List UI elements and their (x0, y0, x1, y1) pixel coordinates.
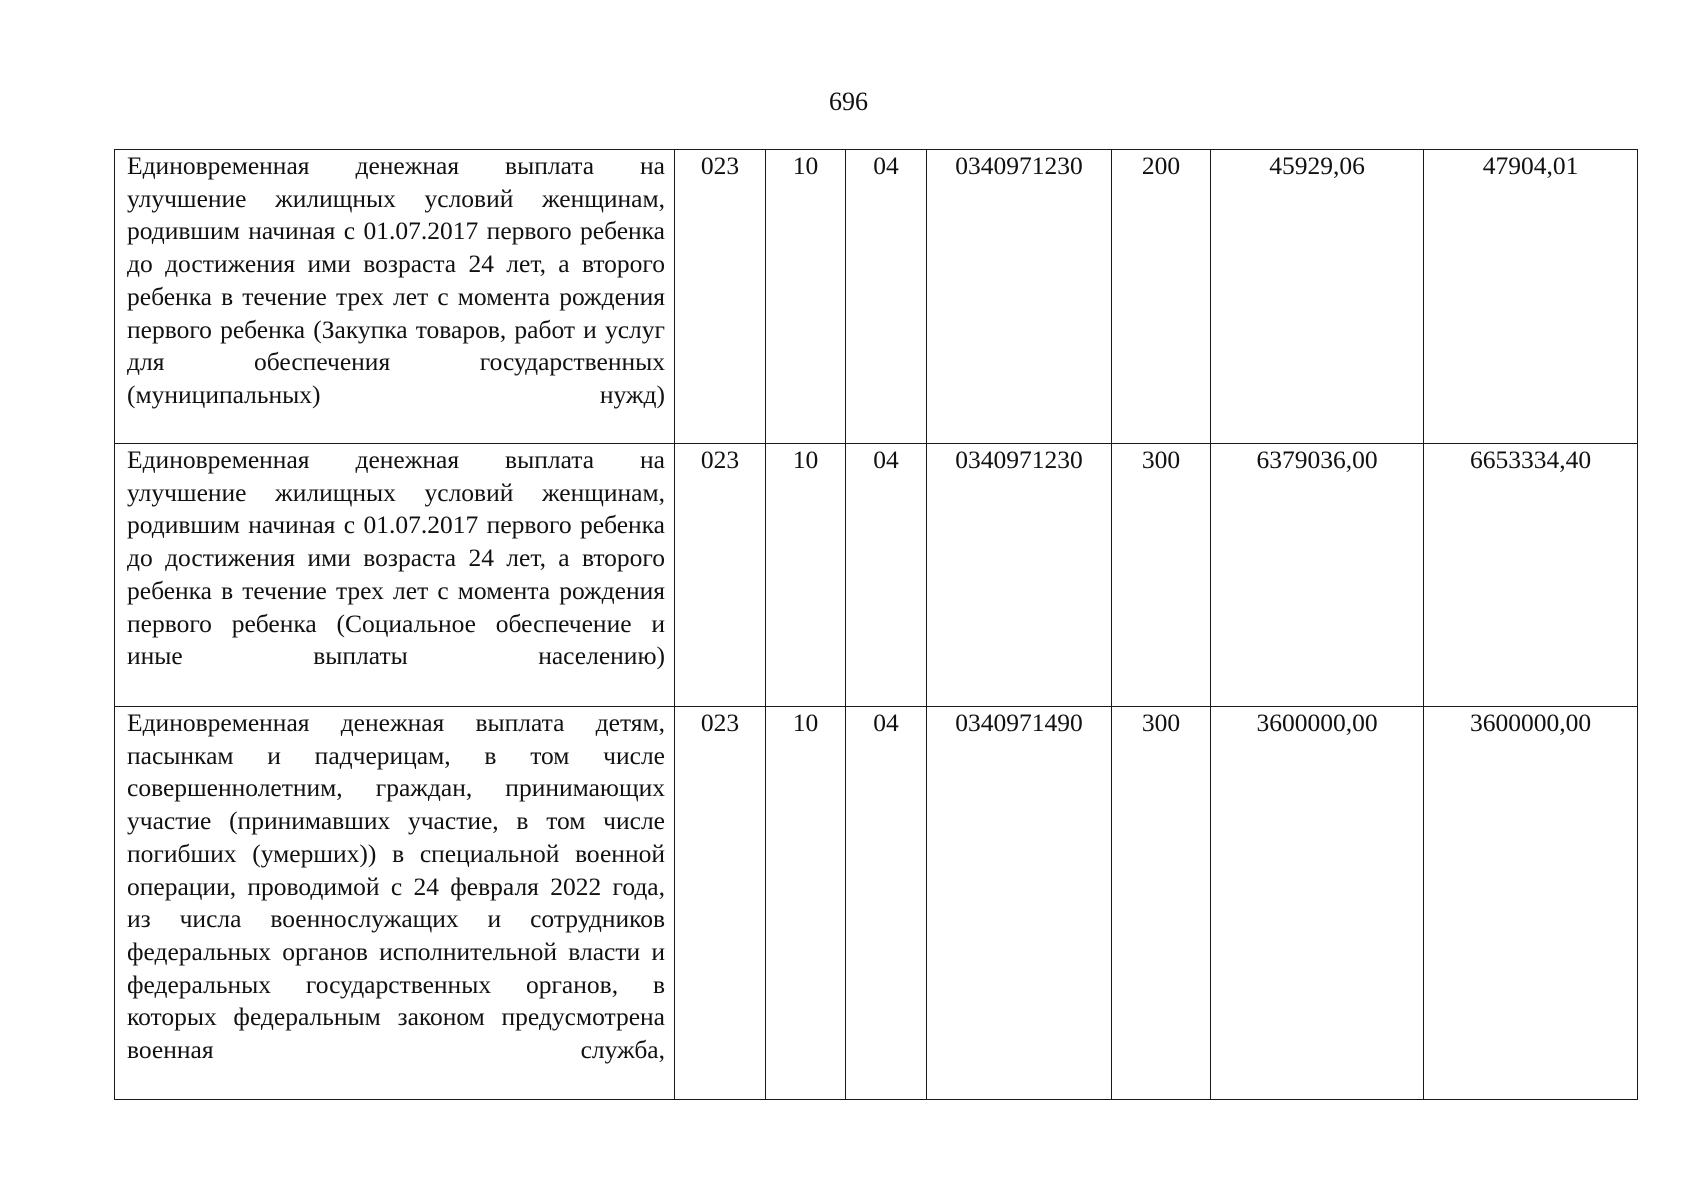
amount-year2-cell: 3600000,00 (1424, 707, 1638, 1100)
subsection-code-cell: 04 (846, 444, 927, 707)
amount-year2-cell: 6653334,40 (1424, 444, 1638, 707)
row-description-cell (115, 150, 675, 444)
table-row (115, 444, 1638, 707)
target-article-cell: 0340971230 (927, 150, 1112, 444)
amount-year1-cell: 45929,06 (1211, 150, 1424, 444)
amount-year1-cell: 3600000,00 (1211, 707, 1424, 1100)
ministry-code-cell: 023 (675, 707, 766, 1100)
ministry-code-cell: 023 (675, 444, 766, 707)
expense-type-cell: 200 (1112, 150, 1211, 444)
table-row (115, 707, 1638, 1100)
expense-type-cell: 300 (1112, 444, 1211, 707)
budget-table (114, 149, 1638, 1100)
section-code-cell: 10 (766, 707, 846, 1100)
section-code-cell: 10 (766, 444, 846, 707)
row-description: Единовременная денежная выплата на улучшение жилищных условий женщинам, родившим начиная с 01.07.2017 первого ребенка до достижения ими возраста 24 лет, а второго ребенка в течение трех лет с момента рождения первого ребенка (Закупка товаров, работ и услуг для обеспечения государственных (муниципальных) нужд) (127, 151, 665, 409)
target-article-cell: 0340971230 (927, 444, 1112, 707)
page-number: 696 (829, 87, 868, 116)
row-description: Единовременная денежная выплата детям, пасынкам и падчерицам, в том числе совершеннолетним, граждан, принимающих участие (принимавших участие, в том числе погибших (умерших)) в специальной военной операции, проводимой с 24 февраля 2022 года, из числа военнослужащих и сотрудников федеральных органов исполнительной власти и федеральных государственных органов, в которых федеральным законом предусмотрена военная служба, (127, 708, 665, 1065)
section-code-cell: 10 (766, 150, 846, 444)
target-article-cell: 0340971490 (927, 707, 1112, 1100)
expense-type-cell: 300 (1112, 707, 1211, 1100)
row-description-cell (115, 707, 675, 1100)
row-description: Единовременная денежная выплата на улучшение жилищных условий женщинам, родившим начиная с 01.07.2017 первого ребенка до достижения ими возраста 24 лет, а второго ребенка в течение трех лет с момента рождения первого ребенка (Социальное обеспечение и иные выплаты населению) (127, 445, 665, 671)
ministry-code-cell: 023 (675, 150, 766, 444)
subsection-code-cell: 04 (846, 707, 927, 1100)
row-description-cell (115, 444, 675, 707)
amount-year1-cell: 6379036,00 (1211, 444, 1424, 707)
amount-year2-cell: 47904,01 (1424, 150, 1638, 444)
table-row (115, 150, 1638, 444)
subsection-code-cell: 04 (846, 150, 927, 444)
